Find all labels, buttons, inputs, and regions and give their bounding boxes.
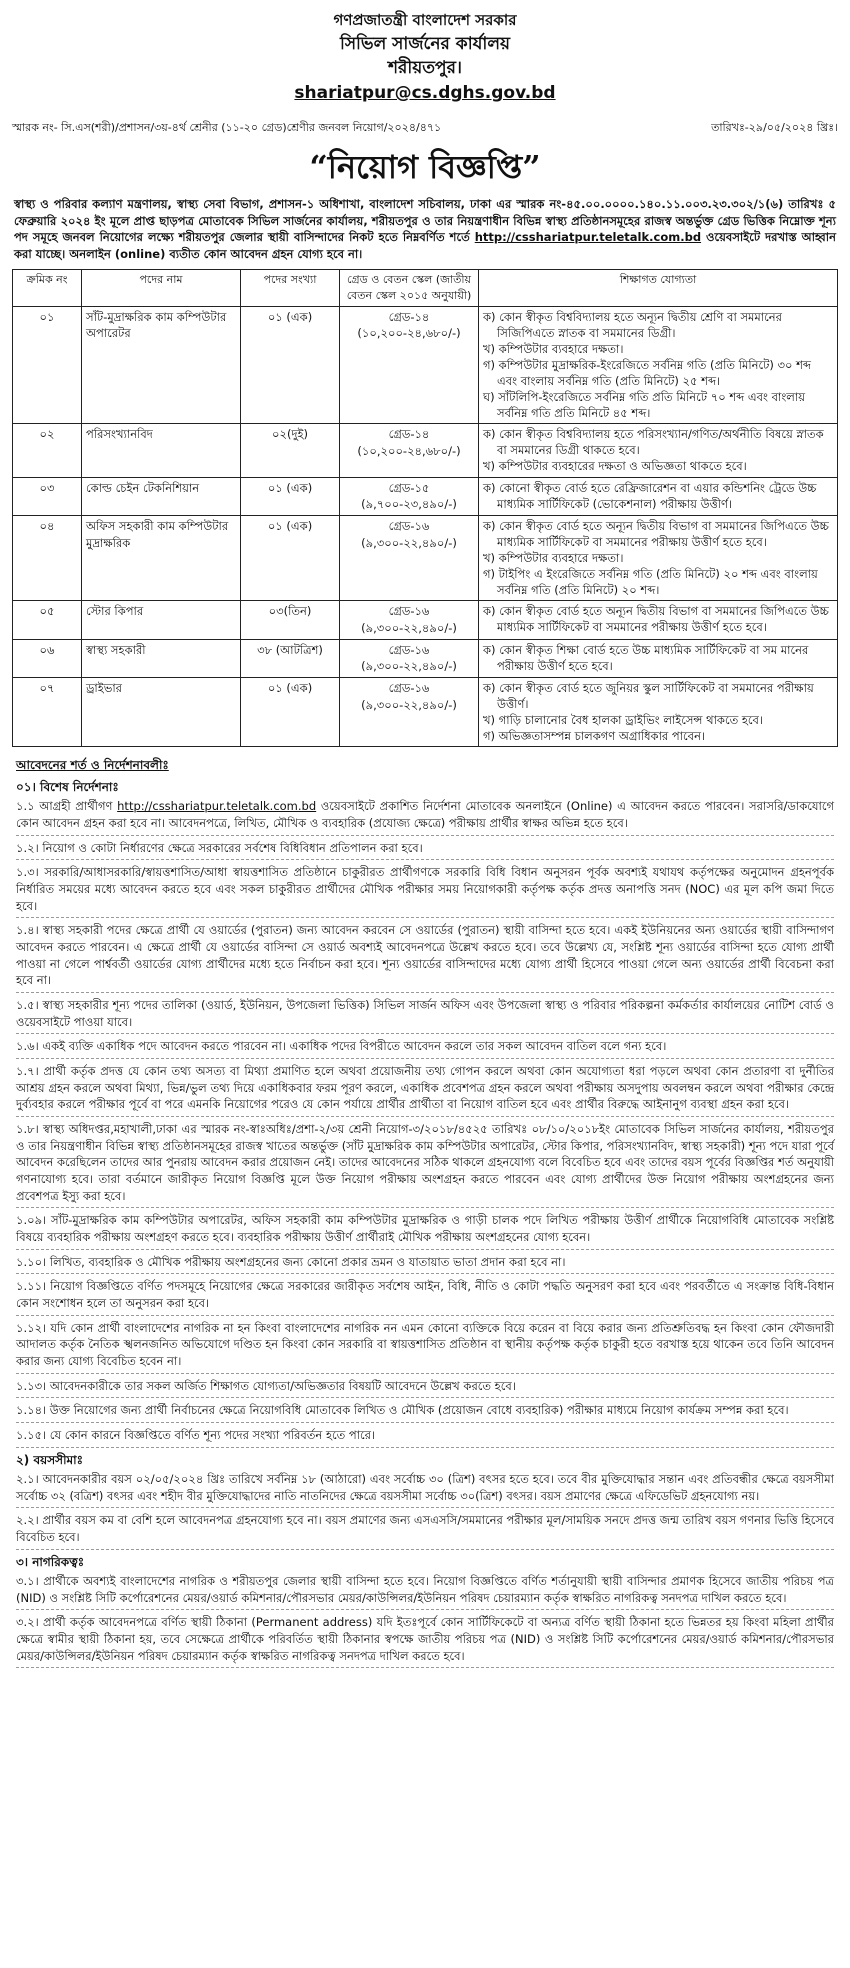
website-link[interactable]: http://csshariatpur.teletalk.com.bd: [474, 230, 702, 245]
qualification-cell-text: খ) কম্পিউটার ব্যবহারে দক্ষতা।: [483, 341, 624, 356]
qualification-cell-text: ক) কোন স্বীকৃত বোর্ড হতে জুনিয়র স্কুল সার্টিফিকেট বা সমমানের পরীক্ষায় উত্তীর্ণ।: [483, 681, 814, 712]
count-cell: [241, 639, 340, 677]
grade-cell: [340, 306, 479, 424]
count-cell: [241, 678, 340, 747]
post-cell-text: পরিসংখ্যানবিদ: [86, 427, 153, 442]
serial-cell-text: ০৪: [39, 518, 55, 533]
post-cell-text: কোল্ড চেইন টেকনিশিয়ান: [86, 480, 200, 495]
post-cell-text: সাঁট-মুদ্রাক্ষরিক কাম কম্পিউটার অপারেটর: [86, 309, 227, 341]
count-cell: [241, 601, 340, 639]
count-cell-text: ৩৮ (আটত্রিশ): [257, 642, 323, 657]
condition-1-15: ১.১৫। যে কোন কারনে বিজ্ঞপ্তিতে বর্ণিত শূন্য পদের সংখ্যা পরিবর্তন হতে পারে।: [16, 1427, 834, 1448]
grade-cell-text: (৯,৩০০-২২,৪৯০/-): [361, 697, 457, 712]
count-cell: [241, 424, 340, 477]
condition-3-1: ৩.১। প্রার্থীকে অবশ্যই বাংলাদেশের নাগরিক ও শরীয়তপুর জেলার স্থায়ী বাসিন্দা হতে হবে। নিয়োগ বিজ্ঞপ্তিতে বর্ণিত শর্তানুযায়ী স্থায়ী বাসিন্দার প্রমাণক হিসেবে জাতীয় পরিচয় পত্র (NID) ও সংশ্লিষ্ট সিটি কর্পোরেশনের মেয়র/ওয়ার্ড কমিশনার/পৌরসভার মেয়র/কাউন্সিলর/ইউনিয়ন পরিষদ চেয়ারম্যান কর্তৃক স্বাক্ষরিত নাগরিকত্ব সনদপত্র দাখিল করতে হবে।: [16, 1573, 834, 1610]
post-cell: [82, 515, 241, 600]
qualification-cell-text: খ) গাড়ি চালানোর বৈধ হালকা ড্রাইভিং লাইসেন্স থাকতে হবে।: [483, 713, 764, 728]
grade-cell-text: গ্রেড-১৬: [388, 518, 430, 533]
grade-cell-text: (৯,৩০০-২২,৪৯০/-): [361, 535, 457, 550]
condition-1-12: ১.১২। যদি কোন প্রার্থী বাংলাদেশের নাগরিক না হন কিংবা বাংলাদেশের নাগরিক নন এমন কোনো ব্যক্তিকে বিয়ে করেন বা বিয়ে করার জন্য প্রতিশ্রুতিবদ্ধ হন কিংবা কোন ফৌজদারী আদালত কর্তৃক নৈতিক স্খলনজনিত অভিযোগে দণ্ডিত হন কিংবা কোন সরকারি বা স্বায়ত্তশাসিত প্রতিষ্ঠান বা স্থানীয় কর্তৃপক্ষ কর্তৃক চাকুরী হতে বরখাস্ত হয়ে থাকেন তবে তিনি আবেদন করার জন্য যোগ্য বিবেচিত হবেন না।: [16, 1320, 834, 1374]
qualification-cell-text: ক) কোন স্বীকৃত বিশ্ববিদ্যালয় হতে পরিসংখ্যান/গণিত/অর্থনীতি বিষয়ে স্নাতক বা সমমানের ডিগ্রী থাকতে হবে।: [483, 427, 824, 458]
condition-2-1: ২.১। আবেদনকারীর বয়স ০২/০৫/২০২৪ খ্রিঃ তারিখে সর্বনিম্ন ১৮ (আঠারো) এবং সর্বোচ্চ ৩০ (ত্রিশ) বৎসর হতে হবে। তবে বীর মুক্তিযোদ্ধার সন্তান এবং প্রতিবন্ধীর ক্ষেত্রে বয়সসীমা সর্বোচ্চ ৩২ (বত্রিশ) বৎসর এবং শহীদ বীর মুক্তিযোদ্ধাদের নাতি নাতনিদের ক্ষেত্রে বয়সসীমা সর্বোচ্চ ৩০(ত্রিশ) বৎসর। বয়স প্রমাণের ক্ষেত্রে এফিডেভিট গ্রহনযোগ্য নয়।: [16, 1471, 834, 1508]
grade-cell-text: গ্রেড-১৬: [388, 681, 430, 695]
col-post: পদের নাম: [82, 269, 241, 306]
condition-1-1: [16, 798, 834, 835]
district-name: শরীয়তপুর।: [387, 58, 462, 79]
qualification-cell-text: ক) কোন স্বীকৃত বোর্ড হতে অন্যূন দ্বিতীয় বিভাগ বা সমমানের জিপিএতে উচ্চ মাধ্যমিক সার্টিফিকেট বা সমমানের পরীক্ষায় উত্তীর্ণ হতে হবে।: [483, 518, 829, 549]
condition-1-10: ১.১০। লিখিত, ব্যবহারিক ও মৌখিক পরীক্ষায় অংশগ্রহনের জন্য কোনো প্রকার ভ্রমন ও যাতায়াত ভাতা প্রদান করা হবে না।: [16, 1254, 834, 1275]
special-instructions-heading: ০১। বিশেষ নির্দেশনাঃ: [16, 779, 119, 794]
table-row: [13, 639, 838, 677]
grade-cell-text: (১০,২০০-২৪,৬৮০/-): [357, 443, 461, 458]
col-grade: গ্রেড ও বেতন স্কেল (জাতীয় বেতন স্কেল ২০১৫ অনুযায়ী): [340, 269, 479, 306]
grade-cell-text: গ্রেড-১৬: [388, 642, 430, 657]
intro-tail: ওয়েবসাইটে দরখাস্ত আহ্বান করা যাচ্ছে। অনলাইন (online) ব্যতীত কোন আবেদন গ্রহন যোগ্য হবে না।: [14, 230, 836, 262]
conditions-section: [16, 757, 834, 1668]
condition-1-7: ১.৭। প্রার্থী কর্তৃক প্রদত্ত যে কোন তথ্য অসত্য বা মিথ্যা প্রমাণিত হলে অথবা প্রয়োজনীয় তথ্য গোপন করলে অথবা কোন অযোগ্যতা ধরা পড়লে অথবা কোন প্রতারণা বা দুর্নীতির আশ্রয় গ্রহন করলে অথবা মিথ্যা, ভিন্ন/ভুল তথ্য দিয়ে একাধিকবার ফরম পূরণ করলে, একাধিক প্রবেশপত্র গ্রহন করলে অথবা পরীক্ষায় অসদুপায় অবলম্বন করলে অথবা পরীক্ষার কেন্দ্রে দুর্ব্যবহার করলে পরীক্ষার পূর্বে বা পরে এমনকি নিয়োগের পরেও যে কোন পর্যায়ে প্রার্থীর প্রার্থীতা বা নিয়োগ বাতিল হবে এবং প্রার্থীর বিরুদ্ধে আইনানুগ ব্যবস্থা গ্রহন করা হবে।: [16, 1063, 834, 1117]
condition-1-6: ১.৬। একই ব্যক্তি একাধিক পদে আবেদন করতে পারবেন না। একাধিক পদের বিপরীতে আবেদন করলে তার সকল আবেদন বাতিল বলে গন্য হবে।: [16, 1038, 834, 1059]
grade-cell: [340, 424, 479, 477]
notice-date: তারিখঃ-২৯/০৫/২০২৪ খ্রিঃ।: [711, 120, 838, 134]
post-cell-text: স্টোর কিপার: [86, 604, 144, 619]
grade-cell-text: (১০,২০০-২৪,৬৮০/-): [357, 326, 461, 341]
condition-1-4: ১.৪। স্বাস্থ্য সহকারী পদের ক্ষেত্রে প্রার্থী যে ওয়ার্ডের (পুরাতন) জন্য আবেদন করবেন সে ওয়ার্ডের (পুরাতন) স্থায়ী বাসিন্দা হতে হবে। একই ইউনিয়নের অন্য ওয়ার্ডের স্থায়ী বাসিন্দাগণ আবেদন করতে পারবেন। এ ক্ষেত্রে প্রার্থী যে ওয়ার্ডের বাসিন্দা সে ওয়ার্ড অবশ্যই আবেদনপত্রে উল্লেখ করতে হবে। তবে উল্লেখ্য যে, সংশ্লিষ্ট শূন্য ওয়ার্ডের বাসিন্দা হতে যোগ্য প্রার্থী পাওয়া না গেলে পার্শ্ববর্তী ওয়ার্ডের যোগ্য প্রার্থীদের মধ্যে হতে নির্বাচন করা হবে। শূন্য ওয়ার্ডের বাসিন্দাদের মধ্যে যোগ্য প্রার্থী হিসেবে পাওয়া গেলে অন্য ওয়ার্ডের প্রার্থী বিবেচনা করা হবে না।: [16, 922, 834, 993]
condition-1-11: ১.১১। নিয়োগ বিজ্ঞপ্তিতে বর্ণিত পদসমূহে নিয়োগের ক্ষেত্রে সরকারের জারীকৃত সর্বশেষ আইন, বিধি, নীতি ও কোটা পদ্ধতি অনুসরণ করা হবে এবং পরবর্তীতে এ সংক্রান্ত বিধি-বিধান কোন সংশোধন হলে তা অনুসরন করা হবে।: [16, 1278, 834, 1315]
serial-cell: [13, 515, 82, 600]
serial-cell: [13, 424, 82, 477]
reference-line: [12, 120, 838, 136]
grade-cell: [340, 515, 479, 600]
count-cell-text: ০১ (এক): [267, 480, 313, 495]
table-row: [13, 306, 838, 424]
table-row: [13, 601, 838, 639]
serial-cell: [13, 306, 82, 424]
qualification-cell-text: ক) কোনো স্বীকৃত বোর্ড হতে রেফ্রিজারেশন বা এয়ার কন্ডিশনিং ট্রেডে উচ্চ মাধ্যমিক সার্টিফিকেট (ভোকেশনাল) পরীক্ষায় উত্তীর্ণ।: [483, 480, 817, 511]
serial-cell-text: ০৭: [39, 681, 55, 695]
qualification-cell-text: খ) কম্পিউটার ব্যবহারের দক্ষতা ও অভিজ্ঞতা থাকতে হবে।: [483, 459, 747, 474]
post-cell-text: অফিস সহকারী কাম কম্পিউটার মুদ্রাক্ষরিক: [86, 518, 229, 550]
table-row: [13, 515, 838, 600]
table-row: [13, 477, 838, 515]
citizenship-heading: ৩। নাগরিকত্বঃ: [16, 1554, 85, 1569]
post-cell: [82, 477, 241, 515]
qualification-cell: [479, 306, 838, 424]
serial-cell-text: ০৩: [39, 480, 55, 495]
qualification-cell: [479, 515, 838, 600]
govt-name: গণপ্রজাতন্ত্রী বাংলাদেশ সরকার: [333, 11, 517, 29]
office-email: shariatpur@cs.dghs.gov.bd: [294, 83, 556, 104]
memo-number: স্মারক নং- সি.এস(শরী)/প্রশাসন/৩য়-৪র্থ শ্রেনীর (১১-২০ গ্রেড)শ্রেণীর জনবল নিয়োগ/২০২৪/৪৭১: [12, 120, 442, 134]
condition-3-2: ৩.২। প্রার্থী কর্তৃক আবেদনপত্রে বর্ণিত স্থায়ী ঠিকানা (Permanent address) যদি ইতঃপূর্বে কোন সার্টিফিকেটে বা অন্যত্র বর্ণিত স্থায়ী ঠিকানা হতে ভিন্নতর হয় কিংবা মহিলা প্রার্থীর ক্ষেত্রে স্বামীর স্থায়ী ঠিকানা হয়, তবে সেক্ষেত্রে প্রার্থীকে পরিবর্তিত স্থায়ী ঠিকানার স্বপক্ষে জাতীয় পরিচয় পত্র (NID) ও সংশ্লিষ্ট সিটি কর্পোরেশনের মেয়র/ওয়ার্ড কমিশনার/পৌরসভার মেয়র/কাউন্সিলর/ইউনিয়ন পরিষদ চেয়ারম্যান কর্তৃক স্বাক্ষরিত নাগরিকত্ব সনদপত্র দাখিল করতে হবে।: [16, 1614, 834, 1668]
count-cell-text: ০১ (এক): [267, 309, 313, 324]
qualification-cell-text: ঘ) সাঁটলিপি-ইংরেজিতে সর্বনিম্ন গতি প্রতি মিনিটে ৭০ শব্দ এবং বাংলায় সর্বনিম্ন গতি প্রতি মিনিটে ৪৫ শব্দ।: [483, 390, 805, 421]
count-cell-text: ০৩(তিন): [268, 604, 312, 619]
grade-cell: [340, 601, 479, 639]
qualification-cell-text: গ) অভিজ্ঞতাসম্পন্ন চালকগণ অগ্রাধিকার পাবেন।: [483, 729, 706, 744]
serial-cell: [13, 477, 82, 515]
post-cell: [82, 678, 241, 747]
office-name: সিভিল সার্জনের কার্যালয়: [339, 33, 511, 54]
post-cell-text: স্বাস্থ্য সহকারী: [86, 642, 146, 657]
table-row: [13, 678, 838, 747]
condition-1-14: ১.১৪। উক্ত নিয়োগের জন্য প্রার্থী নির্বাচনের ক্ষেত্রে নিয়োগবিধি মোতাবেক লিখিত ও মৌখিক (প্রয়োজন বোধে ব্যবহারিক) পরীক্ষার মাধ্যমে নিয়োগ কার্যক্রম সম্পন্ন করা হবে।: [16, 1402, 834, 1423]
intro-paragraph: [14, 196, 836, 263]
serial-cell-text: ০১: [39, 309, 55, 324]
notice-title: “নিয়োগ বিজ্ঞপ্তি”: [309, 147, 541, 186]
condition-1-3: ১.৩। সরকারি/আধাসরকারি/স্বায়ত্তশাসিত/আধা স্বায়ত্তশাসিত প্রতিষ্ঠানে চাকুরীরত প্রার্থীগণকে সরকারি বিধি বিধান অনুসরন পূর্বক অবশ্যই যথাযথ কর্তৃপক্ষের অনুমোদন গ্রহনপূর্বক নির্ধারিত সময়ের মধ্যে আবেদন করতে হবে এবং সকল চাকুরীরত প্রার্থীদের মৌখিক পরীক্ষার সময় নিয়োগকারী কর্তৃপক্ষ কর্তৃক প্রদত্ত অনাপত্তি সনদ (NOC) এর মূল কপি জমা দিতে হবে।: [16, 864, 834, 918]
serial-cell: [13, 639, 82, 677]
age-limit-heading: ২) বয়সসীমাঃ: [16, 1452, 84, 1467]
qualification-cell-text: গ) কম্পিউটার মুদ্রাক্ষরিক-ইংরেজিতে সর্বনিম্ন গতি (প্রতি মিনিটে) ৩০ শব্দ এবং বাংলায় সর্বনিম্ন গতি (প্রতি মিনিটে) ২৫ শব্দ।: [483, 357, 811, 388]
qualification-cell: [479, 678, 838, 747]
conditions-heading: আবেদনের শর্ত ও নির্দেশনাবলীঃ: [16, 758, 169, 773]
post-cell: [82, 424, 241, 477]
condition-1-2: ১.২। নিয়োগ ও কোটা নির্ধারণের ক্ষেত্রে সরকারের সর্বশেষ বিধিবিধান প্রতিপালন করা হবে।: [16, 840, 834, 861]
qualification-cell: [479, 639, 838, 677]
qualification-cell-text: ক) কোন স্বীকৃত বিশ্ববিদ্যালয় হতে অন্যূন দ্বিতীয় শ্রেণি বা সমমানের সিজিপিএতে স্নাতক বা সমমানের ডিগ্রী।: [483, 309, 782, 340]
table-body: [13, 306, 838, 747]
table-header-row: [13, 269, 838, 306]
serial-cell: [13, 601, 82, 639]
post-cell: [82, 601, 241, 639]
serial-cell-text: ০২: [39, 427, 55, 442]
count-cell-text: ০১ (এক): [267, 681, 313, 695]
qualification-cell-text: ক) কোন স্বীকৃত বোর্ড হতে অন্যূন দ্বিতীয় বিভাগ বা সমমানের জিপিএতে উচ্চ মাধ্যমিক সার্টিফিকেট বা সমমানের পরীক্ষায় উত্তীর্ণ হতে হবে।: [483, 604, 829, 635]
condition-1-5: ১.৫। স্বাস্থ্য সহকারীর শূন্য পদের তালিকা (ওয়ার্ড, ইউনিয়ন, উপজেলা ভিত্তিক) সিভিল সার্জন অফিস এবং উপজেলা স্বাস্থ্য ও পরিবার পরিকল্পনা কর্মকর্তার কার্যালয়ের নোটিশ বোর্ড ও ওয়েবসাইটে পাওয়া যাবে।: [16, 997, 834, 1034]
grade-cell-text: গ্রেড-১৪: [388, 427, 430, 442]
count-cell: [241, 477, 340, 515]
office-header: [12, 10, 838, 106]
website-link[interactable]: http://csshariatpur.teletalk.com.bd: [117, 799, 317, 814]
grade-cell-text: গ্রেড-১৬: [388, 604, 430, 619]
qualification-cell: [479, 601, 838, 639]
qualification-cell-text: খ) কম্পিউটার ব্যবহারে দক্ষতা।: [483, 551, 624, 566]
qualification-cell-text: ক) কোন স্বীকৃত শিক্ষা বোর্ড হতে উচ্চ মাধ্যমিক সার্টিফিকেট বা সম মানের পরীক্ষায় উত্তীর্ণ হতে হবে।: [483, 642, 809, 673]
qualification-cell: [479, 477, 838, 515]
count-cell: [241, 515, 340, 600]
post-cell: [82, 306, 241, 424]
count-cell-text: ০২(দুই): [272, 427, 308, 442]
col-serial: ক্রমিক নং: [13, 269, 82, 306]
grade-cell-text: গ্রেড-১৫: [388, 480, 430, 495]
serial-cell: [13, 678, 82, 747]
grade-cell-text: গ্রেড-১৪: [388, 309, 430, 324]
col-count: পদের সংখ্যা: [241, 269, 340, 306]
qualification-cell: [479, 424, 838, 477]
table-row: [13, 424, 838, 477]
condition-1-13: ১.১৩। আবেদনকারীকে তার সকল অর্জিত শিক্ষাগত যোগ্যতা/অভিজ্ঞতার বিষয়টি আবেদনে উল্লেখ করতে হবে।: [16, 1378, 834, 1399]
grade-cell-text: (৯,৩০০-২২,৪৯০/-): [361, 659, 457, 674]
count-cell: [241, 306, 340, 424]
grade-cell-text: (৯,৭০০-২৩,৪৯০/-): [361, 497, 457, 512]
col-qualification: শিক্ষাগত যোগ্যতা: [479, 269, 838, 306]
post-cell-text: ড্রাইভার: [86, 681, 122, 695]
condition-text: ১.১ আগ্রহী প্রার্থীগণ: [16, 799, 118, 814]
grade-cell: [340, 477, 479, 515]
grade-cell-text: (৯,৩০০-২২,৪৯০/-): [361, 620, 457, 635]
condition-2-2: ২.২। প্রার্থীর বয়স কম বা বেশি হলে আবেদনপত্র গ্রহনযোগ্য হবে না। বয়স প্রমাণের জন্য এসএসসি/সমমানের পরীক্ষার মূল/সাময়িক সনদে প্রদত্ত জন্ম তারিখ বয়স গণনার ভিত্তি হিসেবে বিবেচিত হবে।: [16, 1512, 834, 1549]
condition-1-9: ১.০৯। সাঁট-মুদ্রাক্ষরিক কাম কম্পিউটার অপারেটর, অফিস সহকারী কাম কম্পিউটার মুদ্রাক্ষরিক ও গাড়ী চালক পদে লিখিত পরীক্ষায় উত্তীর্ণ প্রার্থীকে নিয়োগবিধি মোতাবেক সংশ্লিষ্ট বিষয়ে ব্যবহারিক পরীক্ষায় অংশগ্রহণ করতে হবে। ব্যবহারিক পরীক্ষায় উত্তীর্ণ প্রার্থীরাই মৌখিক পরীক্ষায় অংশগ্রহনের যোগ্য হবেন।: [16, 1212, 834, 1249]
count-cell-text: ০১ (এক): [267, 518, 313, 533]
serial-cell-text: ০৬: [39, 642, 55, 657]
post-cell: [82, 639, 241, 677]
vacancy-table: [12, 269, 838, 748]
serial-cell-text: ০৫: [39, 604, 55, 619]
condition-1-8: ১.৮। স্বাস্থ্য অধিদপ্তর,মহাখালী,ঢাকা এর স্মারক নং-স্বাঃঅধিঃ/প্রশা-২/৩য় শ্রেনী নিয়োগ-৩/২০১৮/৪৫২৫ তারিখঃ ০৮/১০/২০১৮ইং মোতাবেক সিভিল সার্জনের কার্যালয়, শরীয়তপুর ও তার নিয়ন্ত্রণাধীন বিভিন্ন স্বাস্থ্য প্রতিষ্ঠানসমূহের রাজস্ব খাতের অন্তর্ভুক্ত (সাঁট মুদ্রাক্ষরিক কাম কম্পিউটার অপারেটর, স্টোর কিপার, পরিসংখ্যানবিদ, স্বাস্থ্য সহকারী) শূন্য পদে যারা পূর্বে আবেদন করেছিলেন তাদের আর পুনরায় আবেদন করার প্রয়োজন নেই। তাদের আবেদনের সঠিক থাকলে গ্রহনযোগ্য বলে বিবেচিত হবে এবং তাদের বয়স পূর্বের বিজ্ঞপ্তির শর্ত অনুযায়ী গণনাযোগ্য হবে। তারা বর্তমানে জারীকৃত নিয়োগ বিজ্ঞপ্তি মূলে উক্ত নিয়োগ পরীক্ষায় অংশগ্রহন করতে পারবেন এবং যোগ্য প্রার্থীদের উক্ত নিয়োগ পরীক্ষায় অংশগ্রহনের জন্য প্রবেশপত্র ইস্যু করা হবে।: [16, 1121, 834, 1208]
condition-text: ওয়েবসাইটে প্রকাশিত নির্দেশনা মোতাবেক অনলাইনে (Online) এ আবেদন করতে পারবেন। সরাসরি/ডাকযোগে কোন আবেদন গ্রহন করা হবে না। আবেদনপত্রে, লিখিত, মৌখিক ও ব্যবহারিক (প্রযোজ্য ক্ষেত্রে) পরীক্ষায় প্রার্থীর স্বাক্ষর অভিন্ন হতে হবে।: [16, 799, 834, 830]
grade-cell: [340, 639, 479, 677]
grade-cell: [340, 678, 479, 747]
intro-text: স্বাস্থ্য ও পরিবার কল্যাণ মন্ত্রণালয়, স্বাস্থ্য সেবা বিভাগ, প্রশাসন-১ অধিশাখা, বাংলাদেশ সচিবালয়, ঢাকা এর স্মারক নং-৪৫.০০.০০০০.১৪০.১১.০০৩.২৩.৩০২/১(৬) তারিখঃ ৫ ফেব্রুয়ারি ২০২৪ ইং মূলে প্রাপ্ত ছাড়পত্র মোতাবেক সিভিল সার্জনের কার্যালয়, শরীয়তপুর ও তার নিয়ন্ত্রণাধীন বিভিন্ন স্বাস্থ্য প্রতিষ্ঠানসমূহের রাজস্ব অন্তর্ভুক্ত গ্রেড ভিত্তিক নিম্নোক্ত শূন্য পদ সমূহে জনবল নিয়োগের লক্ষ্যে শরীয়তপুর জেলার স্থায়ী বাসিন্দাদের নিকট হতে নিম্নবর্ণিত শর্তে: [14, 197, 836, 245]
qualification-cell-text: গ) টাইপিং এ ইংরেজিতে সর্বনিম্ন গতি (প্রতি মিনিটে) ২০ শব্দ এবং বাংলায় সর্বনিম্ন গতি (প্রতি মিনিটে) ২০ শব্দ।: [483, 567, 818, 598]
